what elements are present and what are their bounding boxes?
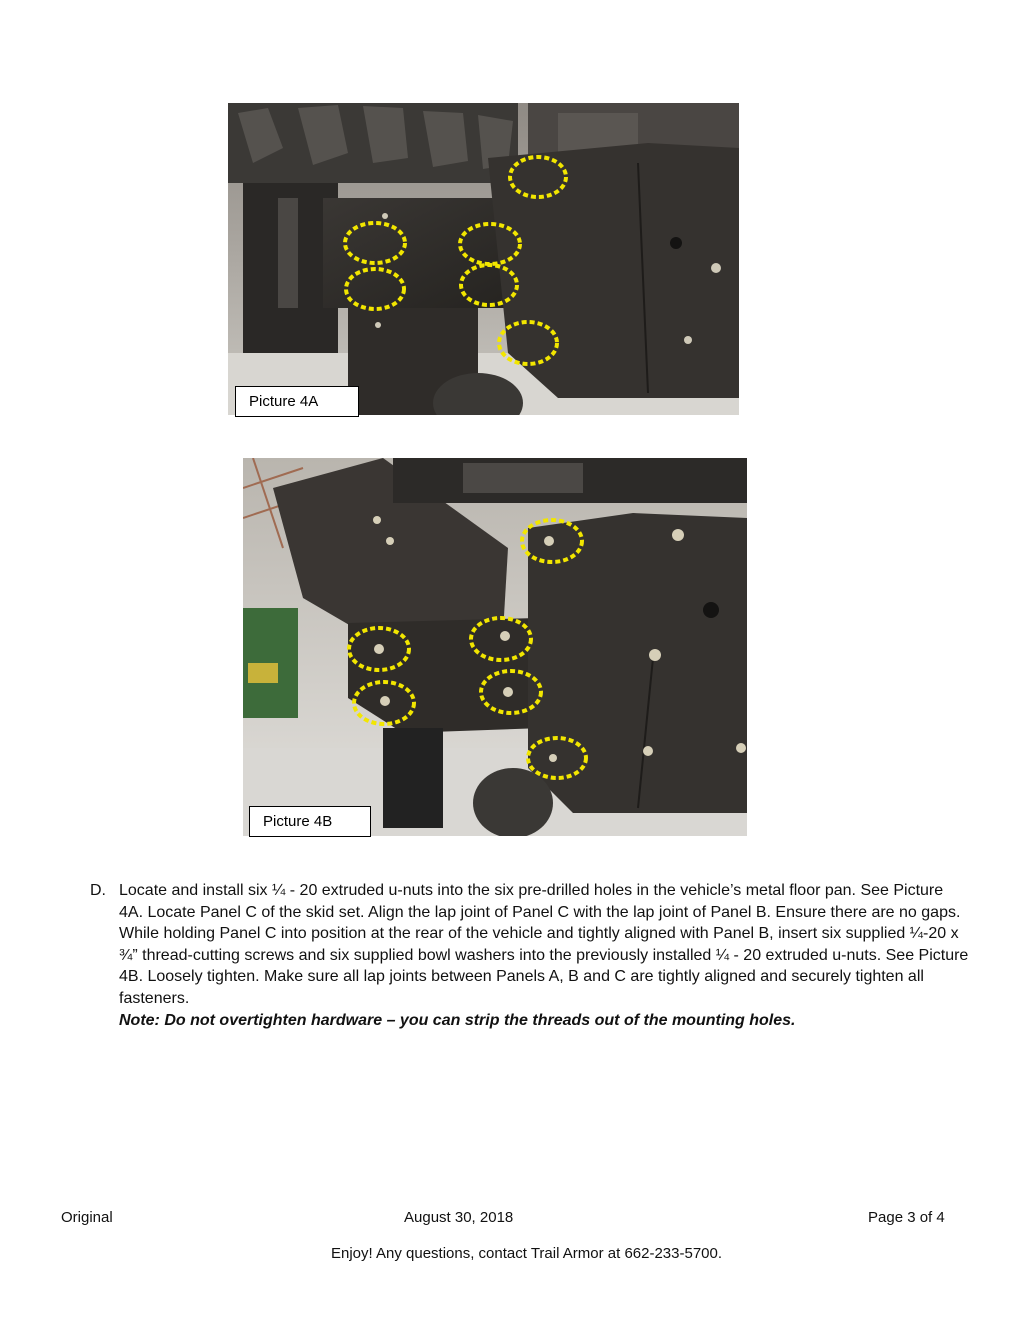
footer-version: Original [61,1209,113,1226]
instruction-step-d [90,880,970,1031]
footer-date: August 30, 2018 [404,1209,514,1226]
caption-picture-4b: Picture 4B [249,806,371,837]
caption-picture-4a: Picture 4A [235,386,359,417]
step-marker: D. [90,882,106,899]
footer-page-number: Page 3 of 4 [868,1209,945,1226]
photo-4b-image [243,458,747,836]
step-note: Note: Do not overtighten hardware – you can strip the threads out of the mounting holes. [119,1011,796,1029]
step-text: Locate and install six ¼ - 20 extruded u-nuts into the six pre-drilled holes in the vehicle’s metal floor pan. See Picture 4A. Locate Panel C of the skid set. Align the lap joint of Panel C with the lap joint of Panel B. Ensure there are no gaps. While holding Panel C into position at the rear of the vehicle and tightly aligned with Panel B, insert six supplied ¼-20 x ¾” thread-cutting screws and six supplied bowl washers into the previously installed ¼ - 20 extruded u-nuts. See Picture 4B. Loosely tighten. Make sure all lap joints between Panels A, B and C are tightly aligned and securely tighten all fasteners. [119,882,969,1007]
photo-4a-image [228,103,739,415]
footer-contact: Enjoy! Any questions, contact Trail Armor at 662-233-5700. [330,1245,723,1262]
photo-4b [243,458,747,836]
step-body [119,880,970,1031]
photo-4a [228,103,739,415]
